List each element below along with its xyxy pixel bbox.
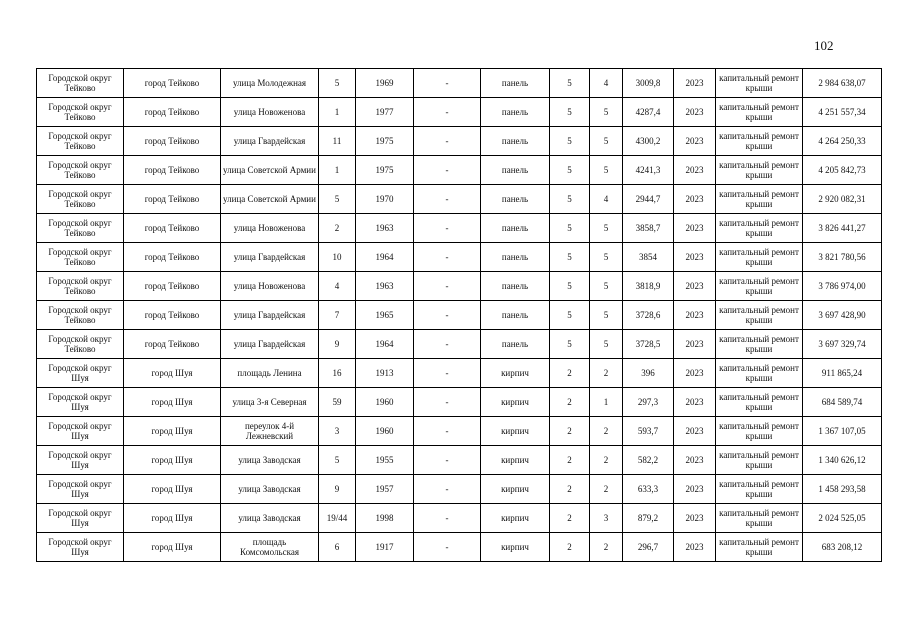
cell-house-number: 16 — [319, 359, 356, 388]
cell-wall-material: панель — [481, 69, 550, 98]
cell-settlement: город Тейково — [124, 69, 221, 98]
cell-street: улица Советской Армии — [221, 185, 319, 214]
table-row — [37, 359, 882, 388]
cell-plan-year: 2023 — [674, 69, 716, 98]
cell-area: 296,7 — [623, 533, 674, 562]
cell-floors: 5 — [550, 156, 590, 185]
cell-area: 879,2 — [623, 504, 674, 533]
cell-work-type: капитальный ремонт крыши — [716, 417, 803, 446]
cell-settlement: город Тейково — [124, 272, 221, 301]
cell-entrances: 5 — [590, 272, 623, 301]
cell-construction-year: 1970 — [356, 185, 414, 214]
cell-municipal-district: Городской округ Шуя — [37, 446, 124, 475]
cell-house-number: 5 — [319, 69, 356, 98]
cell-settlement: город Тейково — [124, 98, 221, 127]
cell-municipal-district: Городской округ Тейково — [37, 127, 124, 156]
cell-street: площадь Ленина — [221, 359, 319, 388]
cell-house-number: 5 — [319, 446, 356, 475]
cell-plan-year: 2023 — [674, 417, 716, 446]
cell-settlement: город Тейково — [124, 301, 221, 330]
cell-dash: - — [414, 446, 481, 475]
cell-area: 3854 — [623, 243, 674, 272]
cell-street: улица Новоженова — [221, 272, 319, 301]
cell-dash: - — [414, 272, 481, 301]
cell-wall-material: кирпич — [481, 504, 550, 533]
cell-floors: 2 — [550, 417, 590, 446]
cell-plan-year: 2023 — [674, 185, 716, 214]
cell-construction-year: 1963 — [356, 214, 414, 243]
cell-street: площадь Комсомольская — [221, 533, 319, 562]
cell-wall-material: кирпич — [481, 446, 550, 475]
cell-street: улица 3-я Северная — [221, 388, 319, 417]
cell-floors: 5 — [550, 272, 590, 301]
cell-house-number: 1 — [319, 156, 356, 185]
cell-floors: 5 — [550, 214, 590, 243]
cell-street: улица Новоженова — [221, 98, 319, 127]
cell-house-number: 5 — [319, 185, 356, 214]
cell-floors: 2 — [550, 388, 590, 417]
cell-municipal-district: Городской округ Тейково — [37, 301, 124, 330]
cell-wall-material: панель — [481, 214, 550, 243]
cell-entrances: 2 — [590, 475, 623, 504]
cell-area: 396 — [623, 359, 674, 388]
cell-floors: 2 — [550, 446, 590, 475]
cell-work-type: капитальный ремонт крыши — [716, 504, 803, 533]
cell-floors: 2 — [550, 504, 590, 533]
cell-wall-material: панель — [481, 272, 550, 301]
cell-entrances: 5 — [590, 156, 623, 185]
cell-settlement: город Тейково — [124, 214, 221, 243]
cell-house-number: 9 — [319, 475, 356, 504]
cell-area: 633,3 — [623, 475, 674, 504]
cell-floors: 5 — [550, 98, 590, 127]
cell-work-type: капитальный ремонт крыши — [716, 185, 803, 214]
cell-work-type: капитальный ремонт крыши — [716, 243, 803, 272]
cell-work-type: капитальный ремонт крыши — [716, 359, 803, 388]
cell-plan-year: 2023 — [674, 98, 716, 127]
cell-cost: 1 458 293,58 — [803, 475, 882, 504]
cell-work-type: капитальный ремонт крыши — [716, 98, 803, 127]
cell-construction-year: 1965 — [356, 301, 414, 330]
cell-municipal-district: Городской округ Шуя — [37, 359, 124, 388]
cell-plan-year: 2023 — [674, 272, 716, 301]
cell-municipal-district: Городской округ Тейково — [37, 243, 124, 272]
cell-work-type: капитальный ремонт крыши — [716, 69, 803, 98]
cell-settlement: город Тейково — [124, 330, 221, 359]
cell-street: улица Гвардейская — [221, 243, 319, 272]
cell-floors: 5 — [550, 243, 590, 272]
cell-work-type: капитальный ремонт крыши — [716, 156, 803, 185]
cell-plan-year: 2023 — [674, 446, 716, 475]
cell-plan-year: 2023 — [674, 156, 716, 185]
cell-entrances: 5 — [590, 98, 623, 127]
page-number: 102 — [814, 38, 834, 53]
cell-wall-material: панель — [481, 243, 550, 272]
cell-street: улица Гвардейская — [221, 330, 319, 359]
cell-work-type: капитальный ремонт крыши — [716, 388, 803, 417]
cell-plan-year: 2023 — [674, 127, 716, 156]
cell-street: улица Заводская — [221, 504, 319, 533]
cell-area: 3009,8 — [623, 69, 674, 98]
table-row — [37, 533, 882, 562]
cell-dash: - — [414, 359, 481, 388]
cell-dash: - — [414, 156, 481, 185]
cell-municipal-district: Городской округ Шуя — [37, 533, 124, 562]
cell-dash: - — [414, 504, 481, 533]
cell-entrances: 5 — [590, 330, 623, 359]
cell-wall-material: панель — [481, 156, 550, 185]
cell-house-number: 10 — [319, 243, 356, 272]
table-row — [37, 504, 882, 533]
table-row — [37, 156, 882, 185]
table-row — [37, 301, 882, 330]
cell-municipal-district: Городской округ Тейково — [37, 98, 124, 127]
cell-cost: 4 205 842,73 — [803, 156, 882, 185]
cell-construction-year: 1917 — [356, 533, 414, 562]
cell-cost: 2 984 638,07 — [803, 69, 882, 98]
table-row — [37, 243, 882, 272]
cell-settlement: город Шуя — [124, 475, 221, 504]
cell-area: 593,7 — [623, 417, 674, 446]
cell-entrances: 4 — [590, 69, 623, 98]
cell-plan-year: 2023 — [674, 330, 716, 359]
cell-construction-year: 1913 — [356, 359, 414, 388]
cell-cost: 684 589,74 — [803, 388, 882, 417]
cell-area: 3728,6 — [623, 301, 674, 330]
cell-work-type: капитальный ремонт крыши — [716, 272, 803, 301]
cell-street: улица Гвардейская — [221, 301, 319, 330]
cell-settlement: город Шуя — [124, 388, 221, 417]
cell-plan-year: 2023 — [674, 533, 716, 562]
table-row — [37, 330, 882, 359]
cell-cost: 683 208,12 — [803, 533, 882, 562]
cell-construction-year: 1964 — [356, 243, 414, 272]
cell-dash: - — [414, 301, 481, 330]
table-row — [37, 127, 882, 156]
cell-area: 4241,3 — [623, 156, 674, 185]
cell-work-type: капитальный ремонт крыши — [716, 330, 803, 359]
cell-construction-year: 1960 — [356, 417, 414, 446]
cell-municipal-district: Городской округ Тейково — [37, 69, 124, 98]
cell-dash: - — [414, 417, 481, 446]
cell-construction-year: 1975 — [356, 156, 414, 185]
cell-house-number: 6 — [319, 533, 356, 562]
cell-settlement: город Тейково — [124, 156, 221, 185]
cell-entrances: 2 — [590, 533, 623, 562]
table-body — [37, 69, 882, 562]
cell-area: 3818,9 — [623, 272, 674, 301]
cell-construction-year: 1977 — [356, 98, 414, 127]
table-row — [37, 69, 882, 98]
cell-street: улица Молодежная — [221, 69, 319, 98]
cell-work-type: капитальный ремонт крыши — [716, 533, 803, 562]
cell-settlement: город Тейково — [124, 127, 221, 156]
cell-floors: 5 — [550, 185, 590, 214]
cell-cost: 1 340 626,12 — [803, 446, 882, 475]
cell-construction-year: 1957 — [356, 475, 414, 504]
cell-municipal-district: Городской округ Тейково — [37, 185, 124, 214]
cell-construction-year: 1960 — [356, 388, 414, 417]
cell-entrances: 1 — [590, 388, 623, 417]
cell-entrances: 5 — [590, 301, 623, 330]
cell-municipal-district: Городской округ Тейково — [37, 272, 124, 301]
cell-dash: - — [414, 98, 481, 127]
cell-house-number: 3 — [319, 417, 356, 446]
cell-cost: 3 697 329,74 — [803, 330, 882, 359]
cell-street: улица Заводская — [221, 475, 319, 504]
cell-wall-material: кирпич — [481, 533, 550, 562]
cell-wall-material: панель — [481, 98, 550, 127]
cell-entrances: 3 — [590, 504, 623, 533]
cell-entrances: 4 — [590, 185, 623, 214]
cell-plan-year: 2023 — [674, 243, 716, 272]
cell-cost: 4 251 557,34 — [803, 98, 882, 127]
cell-street: улица Новоженова — [221, 214, 319, 243]
cell-house-number: 19/44 — [319, 504, 356, 533]
cell-plan-year: 2023 — [674, 301, 716, 330]
table-row — [37, 446, 882, 475]
cell-dash: - — [414, 69, 481, 98]
cell-floors: 2 — [550, 533, 590, 562]
cell-work-type: капитальный ремонт крыши — [716, 475, 803, 504]
cell-cost: 911 865,24 — [803, 359, 882, 388]
cell-plan-year: 2023 — [674, 359, 716, 388]
cell-wall-material: кирпич — [481, 388, 550, 417]
cell-construction-year: 1969 — [356, 69, 414, 98]
cell-cost: 2 024 525,05 — [803, 504, 882, 533]
cell-cost: 2 920 082,31 — [803, 185, 882, 214]
cell-municipal-district: Городской округ Тейково — [37, 214, 124, 243]
cell-wall-material: кирпич — [481, 475, 550, 504]
cell-wall-material: панель — [481, 330, 550, 359]
cell-dash: - — [414, 475, 481, 504]
cell-floors: 5 — [550, 330, 590, 359]
cell-work-type: капитальный ремонт крыши — [716, 127, 803, 156]
cell-area: 4300,2 — [623, 127, 674, 156]
cell-plan-year: 2023 — [674, 214, 716, 243]
table-row — [37, 185, 882, 214]
cell-plan-year: 2023 — [674, 504, 716, 533]
cell-area: 3728,5 — [623, 330, 674, 359]
cell-cost: 3 786 974,00 — [803, 272, 882, 301]
cell-floors: 5 — [550, 127, 590, 156]
cell-wall-material: панель — [481, 301, 550, 330]
cell-area: 297,3 — [623, 388, 674, 417]
cell-floors: 5 — [550, 301, 590, 330]
cell-area: 582,2 — [623, 446, 674, 475]
cell-wall-material: панель — [481, 127, 550, 156]
cell-dash: - — [414, 185, 481, 214]
cell-cost: 1 367 107,05 — [803, 417, 882, 446]
cell-house-number: 2 — [319, 214, 356, 243]
cell-area: 2944,7 — [623, 185, 674, 214]
table-row — [37, 214, 882, 243]
cell-cost: 3 826 441,27 — [803, 214, 882, 243]
cell-settlement: город Шуя — [124, 446, 221, 475]
cell-area: 4287,4 — [623, 98, 674, 127]
cell-wall-material: панель — [481, 185, 550, 214]
table-row — [37, 272, 882, 301]
repair-register-table — [36, 68, 882, 562]
cell-municipal-district: Городской округ Шуя — [37, 388, 124, 417]
cell-entrances: 5 — [590, 243, 623, 272]
table-row — [37, 417, 882, 446]
cell-entrances: 2 — [590, 446, 623, 475]
table-row — [37, 388, 882, 417]
cell-floors: 2 — [550, 475, 590, 504]
cell-settlement: город Шуя — [124, 359, 221, 388]
cell-house-number: 59 — [319, 388, 356, 417]
cell-house-number: 7 — [319, 301, 356, 330]
cell-plan-year: 2023 — [674, 475, 716, 504]
cell-floors: 5 — [550, 69, 590, 98]
cell-settlement: город Тейково — [124, 185, 221, 214]
cell-cost: 3 697 428,90 — [803, 301, 882, 330]
cell-cost: 4 264 250,33 — [803, 127, 882, 156]
cell-dash: - — [414, 330, 481, 359]
cell-municipal-district: Городской округ Тейково — [37, 330, 124, 359]
cell-municipal-district: Городской округ Тейково — [37, 156, 124, 185]
cell-entrances: 5 — [590, 214, 623, 243]
cell-entrances: 5 — [590, 127, 623, 156]
cell-municipal-district: Городской округ Шуя — [37, 475, 124, 504]
cell-settlement: город Шуя — [124, 504, 221, 533]
cell-house-number: 9 — [319, 330, 356, 359]
table-row — [37, 98, 882, 127]
cell-cost: 3 821 780,56 — [803, 243, 882, 272]
cell-street: улица Гвардейская — [221, 127, 319, 156]
cell-construction-year: 1963 — [356, 272, 414, 301]
cell-street: улица Заводская — [221, 446, 319, 475]
cell-entrances: 2 — [590, 359, 623, 388]
cell-entrances: 2 — [590, 417, 623, 446]
cell-work-type: капитальный ремонт крыши — [716, 214, 803, 243]
cell-municipal-district: Городской округ Шуя — [37, 417, 124, 446]
cell-construction-year: 1998 — [356, 504, 414, 533]
cell-dash: - — [414, 127, 481, 156]
cell-municipal-district: Городской округ Шуя — [37, 504, 124, 533]
cell-street: переулок 4-й Лежневский — [221, 417, 319, 446]
cell-dash: - — [414, 388, 481, 417]
cell-work-type: капитальный ремонт крыши — [716, 301, 803, 330]
cell-dash: - — [414, 533, 481, 562]
cell-street: улица Советской Армии — [221, 156, 319, 185]
cell-house-number: 1 — [319, 98, 356, 127]
cell-construction-year: 1975 — [356, 127, 414, 156]
cell-settlement: город Шуя — [124, 417, 221, 446]
cell-construction-year: 1955 — [356, 446, 414, 475]
table-row — [37, 475, 882, 504]
cell-work-type: капитальный ремонт крыши — [716, 446, 803, 475]
cell-settlement: город Тейково — [124, 243, 221, 272]
cell-area: 3858,7 — [623, 214, 674, 243]
cell-plan-year: 2023 — [674, 388, 716, 417]
cell-dash: - — [414, 243, 481, 272]
cell-floors: 2 — [550, 359, 590, 388]
cell-dash: - — [414, 214, 481, 243]
cell-house-number: 4 — [319, 272, 356, 301]
cell-wall-material: кирпич — [481, 359, 550, 388]
cell-construction-year: 1964 — [356, 330, 414, 359]
cell-wall-material: кирпич — [481, 417, 550, 446]
cell-house-number: 11 — [319, 127, 356, 156]
cell-settlement: город Шуя — [124, 533, 221, 562]
